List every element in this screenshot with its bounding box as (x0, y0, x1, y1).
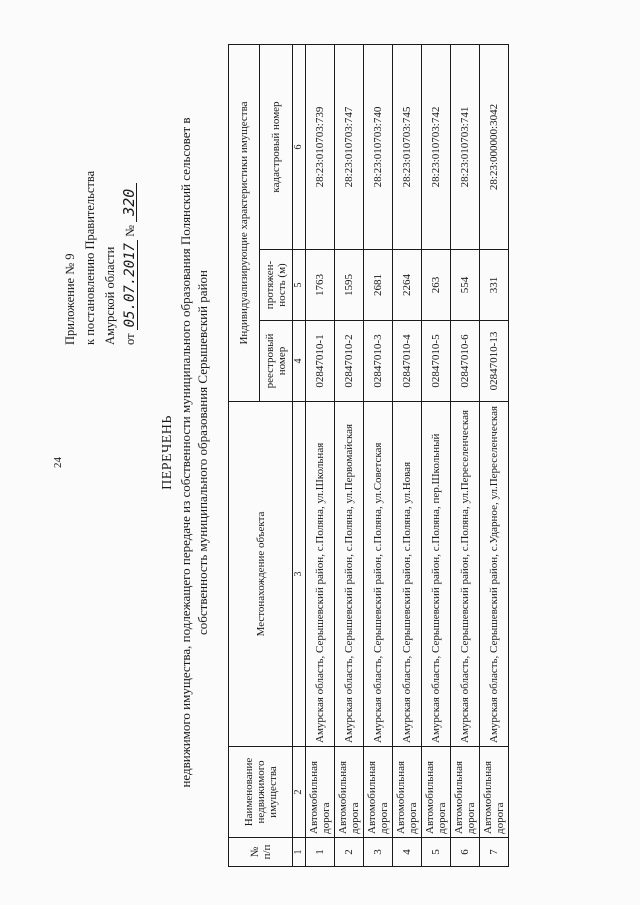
cell-number: 7 (480, 838, 509, 867)
column-index: 1 (293, 838, 306, 867)
cell-name: Автомобильная дорога (364, 747, 393, 838)
cell-number: 3 (364, 838, 393, 867)
number-prefix: № (123, 224, 137, 237)
table-row (393, 45, 422, 867)
cell-cadastral-number: 28:23:010703:742 (422, 45, 451, 250)
cell-registry-number: 02847010-13 (480, 321, 509, 402)
column-index: 4 (293, 321, 306, 402)
header-number: № п/п (229, 838, 293, 867)
table-row (364, 45, 393, 867)
cell-name: Автомобильная дорога (422, 747, 451, 838)
cell-registry-number: 02847010-4 (393, 321, 422, 402)
cell-cadastral-number: 28:23:010703:745 (393, 45, 422, 250)
column-index: 6 (293, 45, 306, 250)
appendix-line1: Приложение № 9 (63, 253, 77, 345)
cell-location: Амурская область, Серышевский район, с.Поляна, ул.Советская (364, 402, 393, 747)
cell-number: 1 (306, 838, 335, 867)
cell-name: Автомобильная дорога (306, 747, 335, 838)
cell-cadastral-number: 28:23:010703:739 (306, 45, 335, 250)
table-row (306, 45, 335, 867)
cell-name: Автомобильная дорога (451, 747, 480, 838)
cell-length: 1763 (306, 250, 335, 321)
cell-cadastral-number: 28:23:000000:3042 (480, 45, 509, 250)
column-index: 3 (293, 402, 306, 747)
cell-name: Автомобильная дорога (335, 747, 364, 838)
column-index-row (293, 45, 306, 867)
page-number: 24 (52, 457, 64, 468)
appendix-date-line (120, 171, 140, 345)
cell-length: 2264 (393, 250, 422, 321)
header-length: протяжен-ность (м) (260, 250, 293, 321)
cell-location: Амурская область, Серышевский район, с.Поляна, ул.Переселенческая (451, 402, 480, 747)
appendix-line3: Амурской области (103, 246, 117, 345)
cell-number: 2 (335, 838, 364, 867)
cell-length: 1595 (335, 250, 364, 321)
cell-location: Амурская область, Серышевский район, с.Поляна, ул.Новая (393, 402, 422, 747)
cell-name: Автомобильная дорога (393, 747, 422, 838)
table-header-row (229, 45, 260, 867)
cell-location: Амурская область, Серышевский район, с.Поляна, ул.Школьная (306, 402, 335, 747)
cell-location: Амурская область, Серышевский район, с.Поляна, пер.Школьный (422, 402, 451, 747)
header-location: Местонахождение объекта (229, 402, 293, 747)
cell-number: 6 (451, 838, 480, 867)
document-title: ПЕРЕЧЕНЬ (160, 415, 175, 490)
handwritten-date: 05.07.2017 (123, 240, 138, 330)
header-characteristics: Индивидуализирующие характеристики имущества (229, 45, 260, 402)
handwritten-number: 320 (122, 183, 137, 222)
header-name: Наименование недвижимого имущества (229, 747, 293, 838)
cell-cadastral-number: 28:23:010703:740 (364, 45, 393, 250)
cell-registry-number: 02847010-1 (306, 321, 335, 402)
table-row (480, 45, 509, 867)
table-row (335, 45, 364, 867)
cell-location: Амурская область, Серышевский район, с.Ударное, ул.Переселенческая (480, 402, 509, 747)
document-subtitle-line1: недвижимого имущества, подлежащего передаче из собственности муниципального образования Полянский сельсовет в (178, 117, 193, 788)
column-index: 5 (293, 250, 306, 321)
cell-length: 2681 (364, 250, 393, 321)
table-row (451, 45, 480, 867)
cell-registry-number: 02847010-5 (422, 321, 451, 402)
cell-location: Амурская область, Серышевский район, с.Поляна, ул.Первомайская (335, 402, 364, 747)
cell-registry-number: 02847010-6 (451, 321, 480, 402)
cell-number: 5 (422, 838, 451, 867)
appendix-block (60, 171, 140, 345)
header-registry-number: реестровый номер (260, 321, 293, 402)
cell-registry-number: 02847010-2 (335, 321, 364, 402)
header-cadastral-number: кадастровый номер (260, 45, 293, 250)
cell-length: 263 (422, 250, 451, 321)
property-table (228, 44, 509, 867)
date-prefix: от (123, 333, 137, 345)
document-subtitle-line2: собственность муниципального образования Серышевский район (195, 270, 210, 635)
cell-registry-number: 02847010-3 (364, 321, 393, 402)
cell-length: 554 (451, 250, 480, 321)
column-index: 2 (293, 747, 306, 838)
cell-length: 331 (480, 250, 509, 321)
appendix-line2: к постановлению Правительства (83, 170, 97, 345)
cell-number: 4 (393, 838, 422, 867)
cell-cadastral-number: 28:23:010703:741 (451, 45, 480, 250)
table-row (422, 45, 451, 867)
cell-name: Автомобильная дорога (480, 747, 509, 838)
cell-cadastral-number: 28:23:010703:747 (335, 45, 364, 250)
